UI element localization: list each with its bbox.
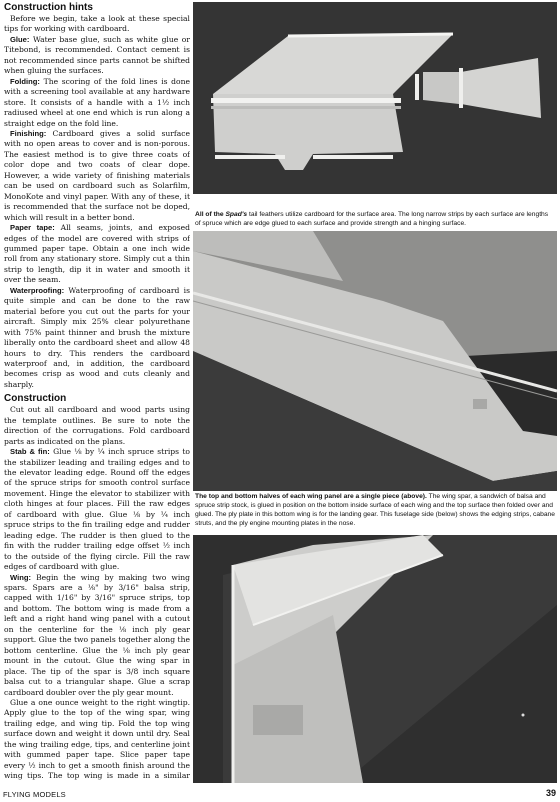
waterproofing-lead: Waterproofing:: [10, 285, 65, 295]
photo-tail-feathers: [193, 2, 557, 194]
caption-photo-2: [195, 492, 555, 528]
finishing-paragraph: [4, 129, 190, 223]
glue-paragraph: [4, 35, 190, 77]
caption-2-text: The wing spar, a sandwich of balsa and spruce strip stock, is glued in position on the bottom inside surface of each wing and the top surface then folded over and glued. The ply plate in this bottom wing is for the landing gear. This fuselage side (below) shows the edging strips, cabane struts, and the ply engine mounting plates in the nose.: [195, 493, 555, 527]
magazine-name: FLYING MODELS: [3, 790, 66, 799]
papertape-lead: Paper tape:: [10, 223, 55, 233]
caption-1-pre: All of the: [195, 211, 226, 218]
folding-paragraph: [4, 77, 190, 129]
stab-paragraph: [4, 447, 190, 572]
photo-wing-panel: [193, 231, 557, 491]
finishing-text: Cardboard gives a solid surface with no open areas to cover and is non-porous. The easiest method is to give three coats of color dope and two coats of clear dope. However, a wide variety of finishing materials can be used on cardboard such as Solarfilm, MonoKote and vinyl paper. With any of these, it is recommended that the surface not be doped, which will result in a better bond.: [4, 128, 190, 222]
folding-text: The scoring of the fold lines is done with a screening tool available at any hardware store. It consists of a handle with a 1½ inch radiused wheel at one end which is run along a straight edge on the fold line.: [4, 76, 190, 128]
wing-text: Begin the wing by making two wing spars. Spars are a ⅛" by 3/16" balsa strip, capped with 1/16" by 3/16" spruce strips, top and bottom. The bottom wing is made from a left and a right hand wing panel with a cutout on the centerline for the ⅛ inch ply gear support. Glue the two panels together along the bottom centerline. Glue the ⅛ inch ply gear mount in the cutout. Glue the wing spar in place. The tip of the spar is 3/8 inch square balsa cut to a triangular shape. Glue a scrap cardboard doubler over the ply gear mount.: [4, 572, 190, 697]
article-text-column: [4, 2, 190, 782]
heading-construction-hints: Construction hints: [4, 2, 93, 13]
caption-2-lead: The top and bottom halves of each wing panel are a single piece (above).: [195, 493, 427, 500]
papertape-text: All seams, joints, and exposed edges of the model are covered with strips of gummed paper tape. Obtain a one inch wide roll from any stationary store. Simply cut a thin strip to length, dip it in water and smooth it over the seam.: [4, 223, 190, 285]
photo-fuselage-side: [193, 535, 557, 783]
intro-paragraph: Before we begin, take a look at these special tips for working with cardboard.: [4, 14, 190, 34]
page-number: 39: [545, 788, 556, 798]
stab-text: Glue ⅛ by ¼ inch spruce strips to the stabilizer leading and trailing edges and to the elevator leading edge. Round off the edges of the spruce strips for smooth control surface movement. Hinge the elevator to stabilizer with cloth hinges at four places. Fill the raw edges of cardboard with glue. Glue ⅛ by ¼ inch spruce strips to the fin trailing edge and rudder leading edge. The rudder is then glued to the fin with the rudder trailing edge offset ½ inch to the outside of the flying circle. Fill the raw edges of cardboard with glue.: [4, 447, 190, 572]
caption-1-text: tail feathers utilize cardboard for the surface area. The long narrow strips by each surface are lengths of spruce which are edge glued to each surface and provide strength and a hinging surface.: [195, 211, 549, 227]
caption-1-italic: Spad's: [225, 211, 248, 218]
waterproofing-text: Waterproofing of cardboard is quite simple and can be done to the raw material before you cut out the parts for your aircraft. Simply mix 25% clear polyurethane with 75% paint thinner and brush the mixture liberally onto the cardboard sheet and allow 48 hours to dry. This renders the cardboard waterproof and, in addition, the cardboard becomes crisp as wood and cuts cleanly and sharply.: [4, 285, 190, 389]
folding-lead: Folding:: [10, 76, 40, 86]
finishing-lead: Finishing:: [10, 128, 47, 138]
construction-intro: Cut out all cardboard and wood parts using the template outlines. Be sure to note the direction of the corrugations. Fold cardboard parts as indicated on the plans.: [4, 405, 190, 446]
wing-lead: Wing:: [10, 572, 32, 582]
caption-photo-1: [195, 210, 555, 228]
glue-lead: Glue:: [10, 34, 30, 44]
wing-paragraph: [4, 573, 190, 698]
stab-lead: Stab & fin:: [10, 447, 50, 457]
wing-paragraph-2: Glue a one ounce weight to the right wingtip. Apply glue to the top of the wing spar, wing trailing edge, and wing tip. Fold the top wing surface down and weight it down until dry. Seal the wing trailing edge, tips, and centerline joint with gummed paper tape. Slice paper tape every ½ inch to get a smooth finish around the wing tips. The top wing is made in a similar: [4, 698, 190, 781]
glue-text: Water base glue, such as white glue or Titebond, is recommended. Contact cement is not recommended since parts cannot be shifted when gluing the surfaces.: [4, 34, 190, 76]
heading-construction: Construction: [4, 393, 67, 405]
waterproofing-paragraph: [4, 286, 190, 391]
papertape-paragraph: [4, 223, 190, 286]
